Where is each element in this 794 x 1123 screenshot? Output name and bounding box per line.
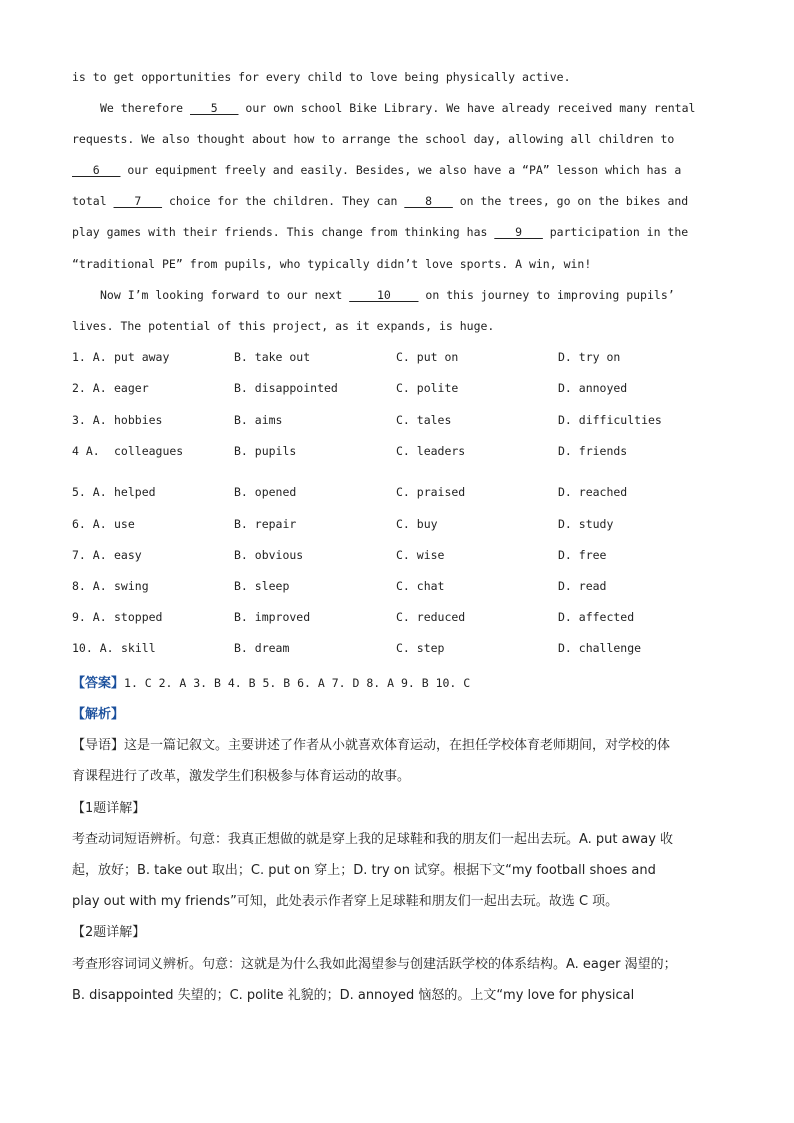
- option-c: C. wise: [396, 548, 445, 562]
- q2-explanation: 考查形容词词义辨析。句意：这就是为什么我如此渴望参与创建活跃学校的体系结构。A. eager 渴望的；: [72, 957, 677, 972]
- option-d: D. affected: [558, 610, 635, 624]
- passage-line: requests. We also thought about how to arrange the school day, allowing all children to: [72, 132, 675, 146]
- guide-text: 育课程进行了改革，激发学生们积极参与体育运动的故事。: [72, 769, 411, 784]
- question-number: 3. A.: [72, 413, 107, 427]
- passage-text: on this journey to improving pupils’: [418, 288, 675, 302]
- option-a: colleagues: [114, 444, 184, 458]
- option-a: helped: [114, 485, 156, 499]
- option-c: C. praised: [396, 485, 466, 499]
- option-b: B. opened: [234, 485, 297, 499]
- question-number: 10. A.: [72, 641, 114, 655]
- passage-text: our own school Bike Library. We have already received many rental: [238, 101, 696, 115]
- passage-line: “traditional PE” from pupils, who typically didn’t love sports. A win, win!: [72, 257, 592, 271]
- option-c: C. tales: [396, 413, 452, 427]
- option-d: D. reached: [558, 485, 628, 499]
- option-a: eager: [114, 381, 149, 395]
- option-b: B. improved: [234, 610, 311, 624]
- question-number: 6. A.: [72, 517, 107, 531]
- question-number: 4 A.: [72, 444, 100, 458]
- question-number: 1. A.: [72, 350, 107, 364]
- q1-explanation: 考查动词短语辨析。句意：我真正想做的就是穿上我的足球鞋和我的朋友们一起出去玩。A. put away 收: [72, 832, 674, 847]
- option-d: D. annoyed: [558, 381, 628, 395]
- analysis-label: 【解析】: [72, 707, 125, 722]
- blank-7: ___7___: [113, 194, 163, 208]
- option-c: C. put on: [396, 350, 459, 364]
- option-b: B. take out: [234, 350, 311, 364]
- blank-6: ___6___: [72, 163, 121, 177]
- guide-text: 【导语】这是一篇记叙文。主要讲述了作者从小就喜欢体育运动，在担任学校体育老师期间，对学校的体: [72, 738, 671, 753]
- blank-5: ___5___: [190, 101, 239, 115]
- blank-10: ____10____: [349, 288, 419, 302]
- q2-explanation: B. disappointed 失望的；C. polite 礼貌的；D. annoyed 恼怒的。上文“my love for physical: [72, 988, 635, 1003]
- option-d: D. friends: [558, 444, 628, 458]
- answer-line: [72, 672, 470, 692]
- option-a: easy: [114, 548, 142, 562]
- option-a: skill: [121, 641, 156, 655]
- question-number: 7. A.: [72, 548, 107, 562]
- option-c: C. reduced: [396, 610, 466, 624]
- option-b: B. aims: [234, 413, 283, 427]
- passage-line: [100, 288, 675, 302]
- option-d: D. free: [558, 548, 607, 562]
- passage-text: total: [72, 194, 114, 208]
- option-c: C. buy: [396, 517, 438, 531]
- blank-9: ___9___: [494, 225, 543, 239]
- passage-text: We therefore: [100, 101, 191, 115]
- answer-label: 【答案】: [72, 676, 125, 691]
- passage-line: [72, 194, 688, 208]
- option-d: D. challenge: [558, 641, 642, 655]
- passage-text: participation in the: [542, 225, 689, 239]
- passage-text: choice for the children. They can: [162, 194, 405, 208]
- passage-line: [72, 225, 688, 239]
- option-b: B. sleep: [234, 579, 290, 593]
- q1-heading: 【1题详解】: [72, 801, 146, 816]
- option-a: hobbies: [114, 413, 163, 427]
- option-c: C. polite: [396, 381, 459, 395]
- option-c: C. leaders: [396, 444, 466, 458]
- passage-line: lives. The potential of this project, as it expands, is huge.: [72, 319, 495, 333]
- option-b: B. obvious: [234, 548, 304, 562]
- question-number: 9. A.: [72, 610, 107, 624]
- passage-text: Now I’m looking forward to our next: [100, 288, 350, 302]
- option-b: B. repair: [234, 517, 297, 531]
- option-b: B. disappointed: [234, 381, 338, 395]
- passage-text: our equipment freely and easily. Besides, we also have a “PA” lesson which has a: [120, 163, 682, 177]
- question-number: 2. A.: [72, 381, 107, 395]
- blank-8: ___8___: [404, 194, 453, 208]
- passage-line: [100, 101, 695, 115]
- option-d: D. study: [558, 517, 614, 531]
- option-d: D. read: [558, 579, 607, 593]
- option-a: use: [114, 517, 135, 531]
- passage-line: is to get opportunities for every child to love being physically active.: [72, 70, 571, 84]
- q1-explanation: play out with my friends”可知，此处表示作者穿上足球鞋和朋友们一起出去玩。故选 C 项。: [72, 894, 619, 909]
- option-a: swing: [114, 579, 149, 593]
- passage-line: [72, 163, 681, 177]
- option-a: stopped: [114, 610, 163, 624]
- option-b: B. dream: [234, 641, 290, 655]
- option-c: C. chat: [396, 579, 445, 593]
- passage-text: on the trees, go on the bikes and: [452, 194, 689, 208]
- option-c: C. step: [396, 641, 445, 655]
- passage-text: play games with their friends. This change from thinking has: [72, 225, 495, 239]
- question-number: 5. A.: [72, 485, 107, 499]
- question-number: 8. A.: [72, 579, 107, 593]
- q2-heading: 【2题详解】: [72, 925, 146, 940]
- option-d: D. try on: [558, 350, 621, 364]
- answer-text: 1. C 2. A 3. B 4. B 5. B 6. A 7. D 8. A 9. B 10. C: [124, 676, 471, 690]
- option-d: D. difficulties: [558, 413, 662, 427]
- option-b: B. pupils: [234, 444, 297, 458]
- option-a: put away: [114, 350, 170, 364]
- q1-explanation: 起，放好；B. take out 取出；C. put on 穿上；D. try on 试穿。根据下文“my football shoes and: [72, 863, 656, 878]
